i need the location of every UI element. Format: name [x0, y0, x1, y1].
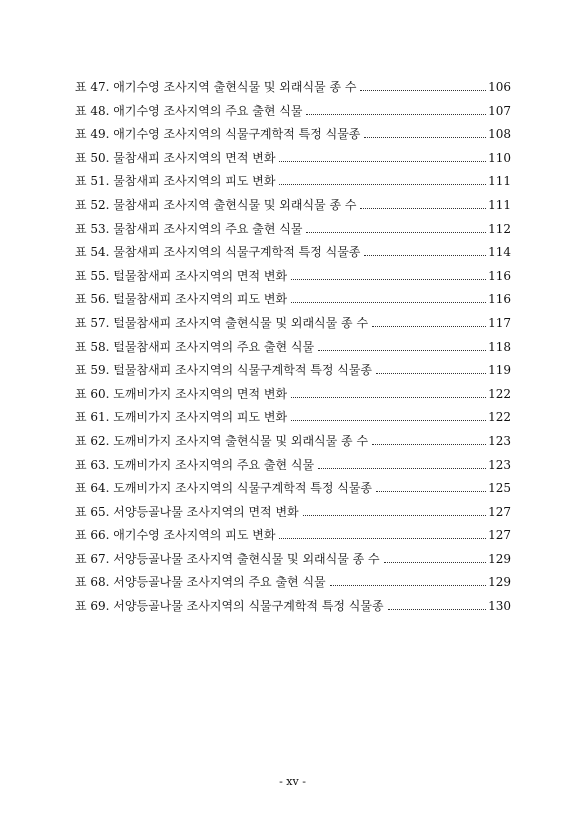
dot-leader [360, 208, 486, 209]
toc-entry[interactable] [75, 432, 511, 456]
toc-entry-page: 118 [488, 339, 511, 354]
dot-leader [364, 255, 486, 256]
toc-entry[interactable] [75, 267, 511, 291]
dot-leader [384, 562, 486, 563]
toc-entry-label: 표 59. 털물참새피 조사지역의 식물구계학적 특정 식물종 [75, 363, 372, 378]
toc-entry-page: 116 [488, 292, 511, 307]
toc-entry[interactable] [75, 243, 511, 267]
toc-entry-label: 표 51. 물참새피 조사지역의 피도 변화 [75, 174, 276, 189]
toc-entry-label: 표 48. 애기수영 조사지역의 주요 출현 식물 [75, 103, 303, 118]
toc-entry-label: 표 57. 털물참새피 조사지역 출현식물 및 외래식물 종 수 [75, 315, 369, 330]
toc-entry-label: 표 63. 도깨비가지 조사지역의 주요 출현 식물 [75, 457, 315, 472]
toc-entry-label: 표 53. 물참새피 조사지역의 주요 출현 식물 [75, 221, 303, 236]
dot-leader [318, 350, 486, 351]
dot-leader [291, 420, 486, 421]
toc-entry[interactable] [75, 314, 511, 338]
toc-entry-page: 111 [488, 174, 511, 189]
toc-entry-label: 표 68. 서양등골나물 조사지역의 주요 출현 식물 [75, 575, 326, 590]
toc-entry-page: 114 [488, 245, 511, 260]
dot-leader [279, 538, 486, 539]
toc-entry-page: 127 [488, 504, 511, 519]
toc-entry[interactable] [75, 456, 511, 480]
toc-entry-page: 110 [488, 150, 511, 165]
dot-leader [318, 468, 486, 469]
dot-leader [291, 302, 486, 303]
dot-leader [364, 137, 486, 138]
dot-leader [306, 232, 486, 233]
toc-entry-label: 표 65. 서양등골나물 조사지역의 면적 변화 [75, 504, 299, 519]
toc-entry-label: 표 56. 털물참새피 조사지역의 피도 변화 [75, 292, 288, 307]
toc-entry-label: 표 60. 도깨비가지 조사지역의 면적 변화 [75, 386, 288, 401]
dot-leader [291, 279, 486, 280]
toc-entry[interactable] [75, 408, 511, 432]
toc-entry-label: 표 47. 애기수영 조사지역 출현식물 및 외래식물 종 수 [75, 80, 357, 94]
toc-entry[interactable] [75, 338, 511, 362]
dot-leader [306, 114, 486, 115]
toc-entry-page: 106 [488, 80, 511, 94]
toc-entry[interactable] [75, 361, 511, 385]
toc-entry[interactable] [75, 503, 511, 527]
toc-entry-label: 표 64. 도깨비가지 조사지역의 식물구계학적 특정 식물종 [75, 481, 372, 496]
toc-entry-page: 116 [488, 268, 511, 283]
dot-leader [372, 444, 486, 445]
toc-entry-page: 129 [488, 551, 511, 566]
toc-entry-label: 표 50. 물참새피 조사지역의 면적 변화 [75, 150, 276, 165]
dot-leader [388, 609, 487, 610]
toc-entry[interactable] [75, 479, 511, 503]
toc-entry[interactable] [75, 573, 511, 597]
toc-entry-page: 123 [488, 433, 511, 448]
toc-entry-label: 표 67. 서양등골나물 조사지역 출현식물 및 외래식물 종 수 [75, 551, 380, 566]
toc-entry[interactable] [75, 125, 511, 149]
toc-entry[interactable] [75, 290, 511, 314]
dot-leader [372, 326, 486, 327]
toc-entry[interactable] [75, 220, 511, 244]
toc-entry-label: 표 69. 서양등골나물 조사지역의 식물구계학적 특정 식물종 [75, 599, 384, 614]
toc-entry-page: 112 [488, 221, 511, 236]
toc-entry-page: 119 [488, 363, 511, 378]
dot-leader [279, 161, 486, 162]
toc-entry-label: 표 61. 도깨비가지 조사지역의 피도 변화 [75, 410, 288, 425]
toc-entry-page: 125 [488, 481, 511, 496]
dot-leader [376, 491, 486, 492]
toc-entry[interactable] [75, 78, 511, 102]
toc-entry[interactable] [75, 385, 511, 409]
toc-entry-page: 122 [488, 386, 511, 401]
dot-leader [360, 90, 486, 91]
toc-entry-label: 표 58. 털물참새피 조사지역의 주요 출현 식물 [75, 339, 315, 354]
toc-entry-label: 표 52. 물참새피 조사지역 출현식물 및 외래식물 종 수 [75, 197, 357, 212]
dot-leader [291, 397, 486, 398]
toc-entry-page: 107 [488, 103, 511, 118]
toc-entry-label: 표 66. 애기수영 조사지역의 피도 변화 [75, 528, 276, 543]
toc-entry-page: 111 [488, 197, 511, 212]
toc-entry[interactable] [75, 196, 511, 220]
toc-entry[interactable] [75, 172, 511, 196]
dot-leader [376, 373, 486, 374]
toc-entry-page: 122 [488, 410, 511, 425]
toc-entry-page: 127 [488, 528, 511, 543]
toc-entry-page: 130 [488, 599, 511, 614]
toc-entry[interactable] [75, 149, 511, 173]
toc-entry-label: 표 54. 물참새피 조사지역의 식물구계학적 특정 식물종 [75, 245, 361, 260]
toc-entry[interactable] [75, 597, 511, 621]
toc-entry-label: 표 55. 털물참새피 조사지역의 면적 변화 [75, 268, 288, 283]
table-of-contents-list [75, 78, 511, 621]
dot-leader [279, 184, 486, 185]
toc-entry[interactable] [75, 526, 511, 550]
dot-leader [303, 515, 486, 516]
page-number-footer: - xv - [279, 775, 306, 788]
toc-entry-label: 표 62. 도깨비가지 조사지역 출현식물 및 외래식물 종 수 [75, 433, 369, 448]
dot-leader [330, 585, 486, 586]
toc-entry[interactable] [75, 102, 511, 126]
toc-entry-page: 108 [488, 127, 511, 142]
toc-entry-label: 표 49. 애기수영 조사지역의 식물구계학적 특정 식물종 [75, 127, 361, 142]
toc-entry[interactable] [75, 550, 511, 574]
toc-entry-page: 123 [488, 457, 511, 472]
toc-entry-page: 129 [488, 575, 511, 590]
toc-entry-page: 117 [488, 315, 511, 330]
